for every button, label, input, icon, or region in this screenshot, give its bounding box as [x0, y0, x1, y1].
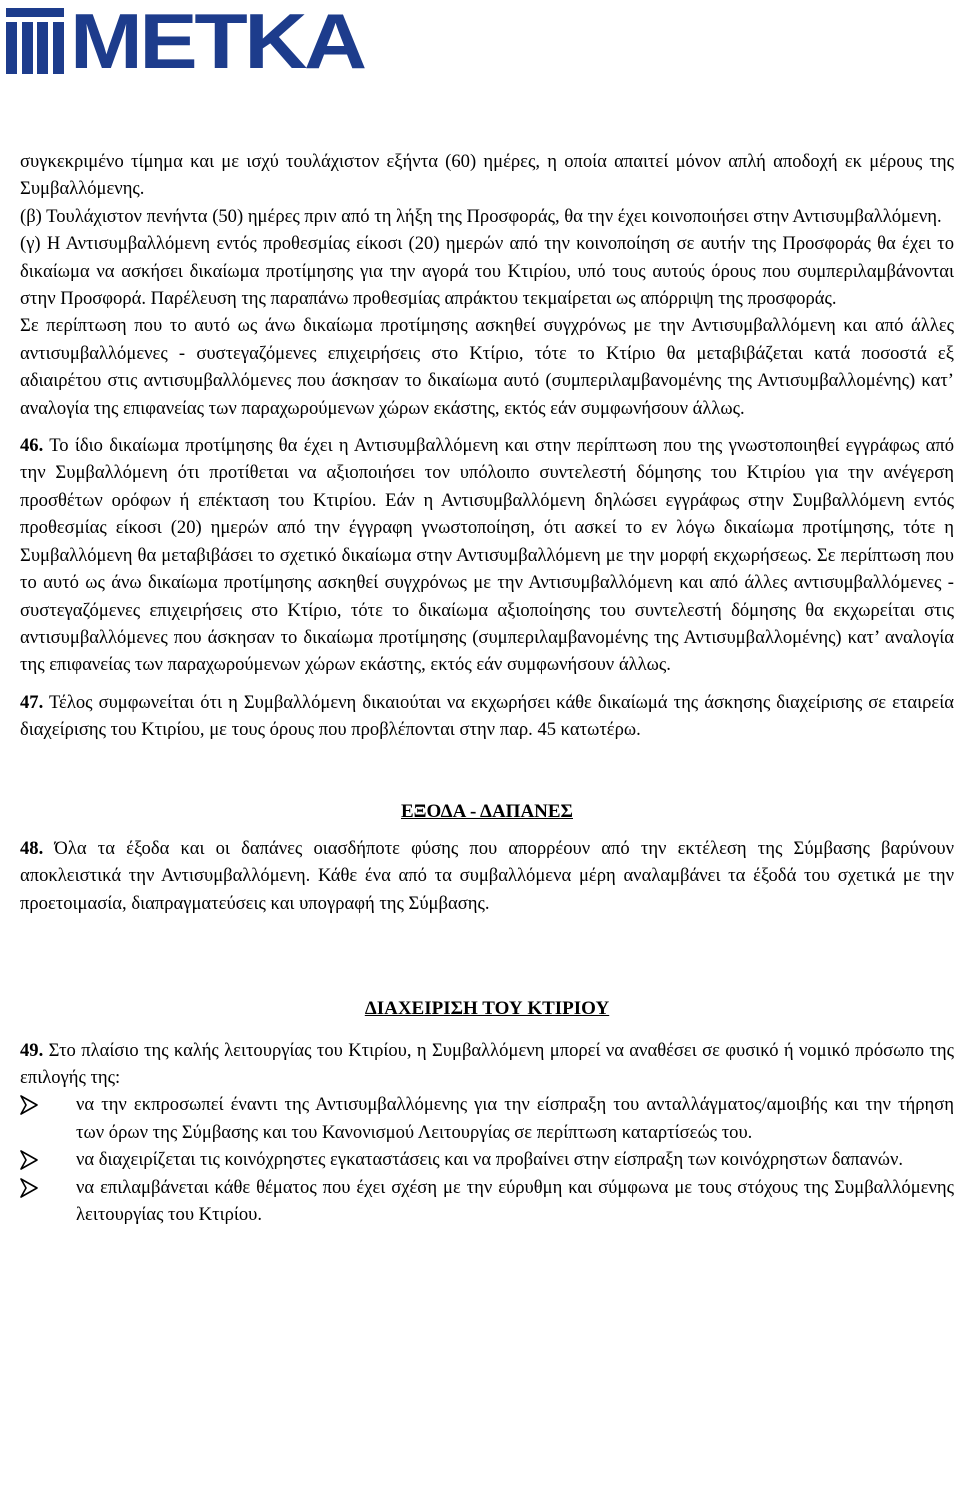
list-item [20, 1174, 954, 1229]
list-item-text: να διαχειρίζεται τις κοινόχρηστες εγκαταστάσεις και να προβαίνει στην είσπραξη των κοινόχρηστων δαπανών. [76, 1149, 904, 1171]
arrowhead-bullet-icon [20, 1095, 38, 1115]
arrowhead-bullet-icon [20, 1178, 38, 1198]
paragraph: Σε περίπτωση που το αυτό ως άνω δικαίωμα προτίμησης ασκηθεί συγχρόνως με την Αντισυμβαλλόμενη και από άλλες αντισυμβαλλόμενες - συστεγαζόμενες επιχειρήσεις στο Κτίριο, τότε το Κτίριο θα μεταβιβάζεται κατά ποσοστά εξ αδιαιρέτου στις αντισυμβαλλόμενες που άσκησαν το δικαίωμα αυτό (συμπεριλαμβανομένης της Αντισυμβαλλομένης) κατ’ αναλογία της επιφανείας των παραχωρούμενων χώρων εκάστης, εκτός εάν συμφωνήσουν άλλως. [20, 315, 954, 419]
paragraph: (γ) Η Αντισυμβαλλόμενη εντός προθεσμίας είκοσι (20) ημερών από την κοινοποίηση σε αυτήν της Προσφοράς θα έχει το δικαίωμα να ασκήσει δικαίωμα προτίμησης για την αγορά του Κτιρίου, υπό τους αυτούς όρους που συμπεριλαμβάνονται στην Προσφορά. Παρέλευση της παραπάνω προθεσμίας απράκτου τεκμαίρεται ως απόρριψη της προσφοράς. [20, 233, 954, 310]
article-number: 49. [20, 1039, 44, 1061]
article-number: 47. [20, 691, 44, 713]
section-heading-management: ΔΙΑΧΕΙΡΙΣΗ ΤΟΥ ΚΤΙΡΙΟΥ [364, 998, 610, 1020]
article-47 [20, 689, 954, 744]
company-logo [6, 0, 364, 85]
section-heading-expenses: ΕΞΟΔΑ - ΔΑΠΑΝΕΣ [401, 800, 573, 822]
article-48 [20, 835, 954, 917]
article-text: Το ίδιο δικαίωμα προτίμησης θα έχει η Αντισυμβαλλόμενη και στην περίπτωση που της γνωστοποιηθεί εγγράφως από την Συμβαλλόμενη ότι προτίθεται να αξιοποιήσει τον υπόλοιπο συντελεστή δόμησης του Κτιρίου για την ανέγερση προσθέτων ορόφων ή επέκταση του Κτιρίου. Εάν η Αντισυμβαλλόμενη δηλώσει εγγράφως στην Συμβαλλόμενη εντός προθεσμίας είκοσι (20) ημερών από την έγγραφη γνωστοποίηση, ότι ασκεί το εν λόγω δικαίωμα προτίμησης, τότε η Συμβαλλόμενη θα μεταβιβάσει το σχετικό δικαίωμα στην Αντισυμβαλλόμενη με την μορφή εκχωρήσεως. Σε περίπτωση που το αυτό ως άνω δικαίωμα προτίμησης ασκηθεί συγχρόνως με την Αντισυμβαλλόμενη και από άλλες αντισυμβαλλόμενες - συστεγαζόμενες επιχειρήσεις στο Κτίριο, τότε το δικαίωμα αξιοποίησης του συντελεστή δόμησης θα εκχωρείται στις αντισυμβαλλόμενες που άσκησαν το δικαίωμα προτίμησης (συμπεριλαμβανομένης της Αντισυμβαλλομένης) κατ’ αναλογία της επιφανείας των παραχωρούμενων χώρων εκάστης, εκτός εάν συμφωνήσουν άλλως. [20, 435, 955, 676]
paragraph: συγκεκριμένο τίμημα και με ισχύ τουλάχιστον εξήντα (60) ημέρες, η οποία απαιτεί μόνον απλή αποδοχή εκ μέρους της Συμβαλλόμενης. [20, 151, 954, 200]
brand-name: METKA [70, 0, 364, 85]
bullet-list [20, 1091, 954, 1228]
document-body [20, 148, 954, 1228]
paragraph: (β) Τουλάχιστον πενήντα (50) ημέρες πριν από τη λήξη της Προσφοράς, θα την έχει κοινοποιήσει στην Αντισυμβαλλόμενη. [20, 205, 942, 227]
article-text: Τέλος συμφωνείται ότι η Συμβαλλόμενη δικαιούται να εκχωρήσει κάθε δικαίωμά της άσκησης διαχείρισης σε εταιρεία διαχείρισης του Κτιρίου, με τους όρους που προβλέπονται στην παρ. 45 κατωτέρω. [20, 691, 954, 741]
arrowhead-bullet-icon [20, 1150, 38, 1170]
article-text: Στο πλαίσιο της καλής λειτουργίας του Κτιρίου, η Συμβαλλόμενη μπορεί να αναθέσει σε φυσικό ή νομικό πρόσωπο της επιλογής της: [20, 1039, 954, 1088]
article-46 [20, 432, 954, 679]
list-item-text: να την εκπροσωπεί έναντι της Αντισυμβαλλόμενης για την είσπραξη του ανταλλάγματος/αμοιβής και την τήρηση των όρων της Σύμβασης και του Κανονισμού Λειτουργίας σε περίπτωση καταρτίσεώς του. [76, 1094, 954, 1143]
article-number: 48. [20, 837, 44, 859]
article-49 [20, 1037, 954, 1092]
list-item-text: να επιλαμβάνεται κάθε θέματος που έχει σχέση με την εύρυθμη και σύμφωνα με τους στόχους της Συμβαλλόμενης λειτουργίας του Κτιρίου. [76, 1176, 954, 1225]
list-item [20, 1091, 954, 1146]
list-item [20, 1146, 954, 1173]
metka-emblem-icon [6, 8, 64, 74]
article-text: Όλα τα έξοδα και οι δαπάνες οιασδήποτε φύσης που απορρέουν από την εκτέλεση της Σύμβασης βαρύνουν αποκλειστικά την Αντισυμβαλλόμενη. Κάθε ένα από τα συμβαλλόμενα μέρη αναλαμβάνει τα έξοδά του σχετικά με την προετοιμασία, διαπραγματεύσεις και υπογραφή της Σύμβασης. [20, 837, 955, 914]
article-number: 46. [20, 435, 44, 457]
